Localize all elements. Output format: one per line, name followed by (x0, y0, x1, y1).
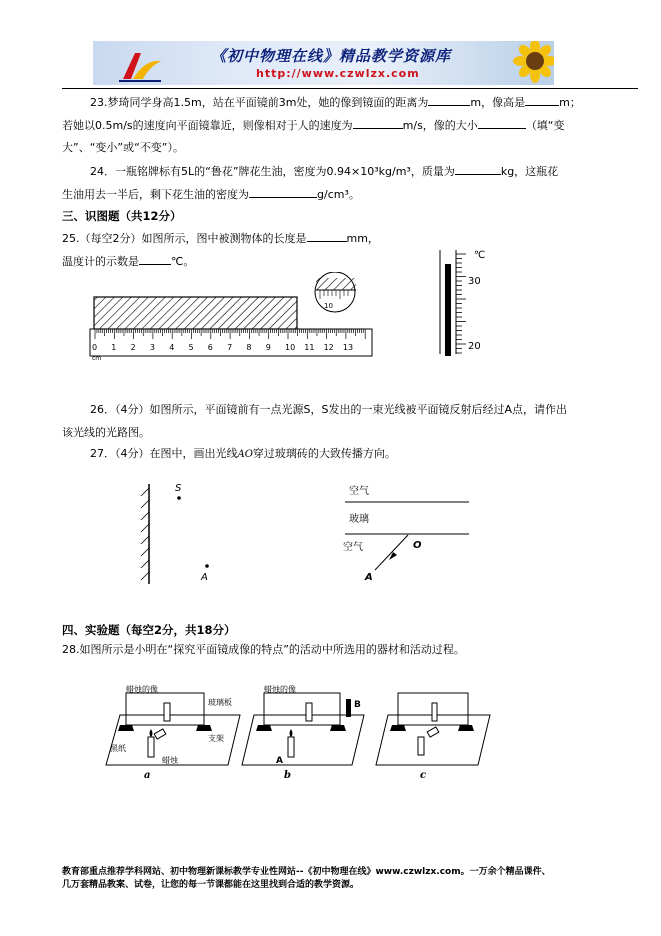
q25-blank-1[interactable] (307, 231, 347, 242)
ruler-figure (88, 272, 378, 364)
section-3-title: 三、识图题（共12分） (62, 209, 182, 223)
ruler-tick-label: 3 (149, 343, 155, 352)
q23-unit-1: m，像高是 (470, 96, 526, 109)
experiment-fig-b (238, 685, 373, 785)
experiment-fig-a (100, 685, 250, 785)
header-banner (93, 41, 554, 85)
label-a: A (201, 572, 208, 583)
ruler-tick-label: 7 (227, 343, 233, 352)
label-air-bottom: 空气 (343, 542, 363, 553)
q23-unit-3: m/s，像的大小 (402, 119, 478, 132)
ruler-tick-label: 8 (246, 343, 252, 352)
point-s (177, 496, 181, 500)
q24-line1 (90, 164, 558, 179)
stand-right (196, 725, 212, 731)
mirror-figure (135, 478, 225, 588)
q23-unit-4: （填“变 (525, 119, 565, 132)
label-candle: 蜡烛 (162, 756, 178, 765)
ray-ao (375, 535, 408, 570)
footer-line1: 教育部重点推荐学科网站、初中物理新课标教学专业性网站--《初中物理在线》www.czwlzx.com。一万余个精品课件、 (62, 867, 551, 877)
label-b: B (354, 700, 361, 710)
q25-line1 (62, 231, 379, 246)
thermo-label-20: 20 (468, 341, 481, 352)
q23-line2 (62, 118, 565, 133)
experiment-fig-c (372, 685, 497, 785)
q23-blank-3[interactable] (353, 118, 403, 129)
ruler-tick-label: 2 (130, 343, 136, 352)
label-black-paper: 黑纸 (110, 744, 126, 753)
label-glass: 玻璃 (349, 514, 369, 525)
candle-image (164, 703, 170, 721)
q27-ao: AO (237, 449, 253, 460)
q24-line2 (62, 187, 360, 202)
thermometer-figure (432, 242, 492, 362)
banner-url[interactable]: http://www.czwlzx.com (256, 67, 420, 80)
label-o: O (413, 540, 422, 551)
ruler-tick-label: 9 (265, 343, 271, 352)
q23-blank-2[interactable] (525, 95, 559, 106)
q25-line2 (62, 254, 194, 269)
q24-unit-2: g/cm³。 (317, 188, 360, 201)
ruler-tick-label: 5 (188, 343, 194, 352)
q23-text-2: 若她以0.5m/s的速度向平面镜靠近，则像相对于人的速度为 (62, 119, 353, 132)
label-a-candle: A (276, 756, 283, 766)
q25-blank-2[interactable] (139, 254, 171, 265)
q23-blank-4[interactable] (478, 118, 526, 129)
banner-title: 《初中物理在线》精品教学资源库 (211, 47, 452, 65)
label-stand: 支架 (208, 734, 224, 743)
zoom-label: 10 (324, 302, 333, 310)
label-glass-plate: 玻璃板 (208, 698, 232, 707)
ruler-unit: cm (92, 355, 102, 362)
ruler-tick-label: 0 (92, 343, 98, 352)
ruler-tick-label: 6 (207, 343, 213, 352)
q23-blank-1[interactable] (428, 95, 470, 106)
ruler-tick-label: 4 (169, 343, 175, 352)
candle-image-b (306, 703, 312, 721)
header-rule (62, 88, 638, 89)
q25-unit-2: ℃。 (171, 255, 195, 268)
q24-text-1: 24．一瓶铭牌标有5L的“鲁花”牌花生油，密度为0.94×10³kg/m³，质量为 (90, 165, 455, 178)
label-s: S (175, 483, 182, 494)
q24-text-2: 生油用去一半后，剩下花生油的密度为 (62, 188, 249, 201)
q25-unit-1: mm， (346, 232, 379, 245)
q24-unit-1: kg，这瓶花 (500, 165, 559, 178)
candle-b (346, 699, 351, 717)
ruler-tick-label: 13 (342, 343, 354, 352)
q27-text-1: 27．（4分）在图中，画出光线 (90, 447, 238, 460)
q25-text-2: 温度计的示数是 (62, 255, 139, 268)
q25-text-1: 25.（每空2分）如图所示，图中被测物体的长度是 (62, 232, 307, 245)
q23-unit-2: m； (559, 96, 581, 109)
q26-line1: 26．（4分）如图所示，平面镜前有一点光源S，S发出的一束光线被平面镜反射后经过A点，请作出 (90, 403, 567, 416)
sunflower-icon (513, 41, 554, 85)
q23-line3: 大”、“变小”或“不变”）。 (62, 141, 184, 154)
q24-blank-2[interactable] (249, 187, 317, 198)
point-a (205, 564, 209, 568)
q23-line1 (90, 95, 581, 110)
q26-line2: 该光线的光路图。 (62, 426, 150, 439)
q28-line1: 28.如图所示是小明在“探究平面镜成像的特点”的活动中所选用的器材和活动过程。 (62, 643, 465, 656)
measured-block (94, 297, 297, 329)
q27-line1 (90, 447, 396, 462)
zoom-block (316, 278, 356, 290)
thermo-label-30: 30 (468, 276, 481, 287)
candle-a (288, 737, 294, 757)
label-candle-image-a: 蜡烛的像 (126, 685, 158, 694)
ruler-tick-label: 1 (111, 343, 117, 352)
thermo-unit: ℃ (474, 250, 486, 261)
caption-a: a (144, 770, 151, 781)
caption-c: c (420, 770, 427, 781)
q27-text-2: 穿过玻璃砖的大致传播方向。 (252, 447, 396, 460)
label-a-ray: A (365, 572, 373, 583)
glass-figure (335, 482, 475, 587)
label-candle-image-b: 蜡烛的像 (264, 685, 296, 694)
ruler-tick-label: 11 (304, 343, 315, 352)
caption-b: b (284, 770, 291, 781)
q23-text-1: 23.梦琦同学身高1.5m，站在平面镜前3m处，她的像到镜面的距离为 (90, 96, 429, 109)
ruler-tick-label: 10 (285, 343, 296, 352)
footer-line2: 几万套精品教案、试卷，让您的每一节课都能在这里找到合适的教学资源。 (62, 880, 360, 890)
candle (148, 737, 154, 757)
label-air-top: 空气 (349, 486, 369, 497)
site-logo-icon (115, 49, 165, 83)
ruler-tick-label: 12 (323, 343, 334, 352)
section-4-title: 四、实验题（每空2分，共18分） (62, 623, 236, 637)
stand-left (118, 725, 134, 731)
mercury-column (445, 264, 451, 356)
q24-blank-1[interactable] (455, 164, 501, 175)
